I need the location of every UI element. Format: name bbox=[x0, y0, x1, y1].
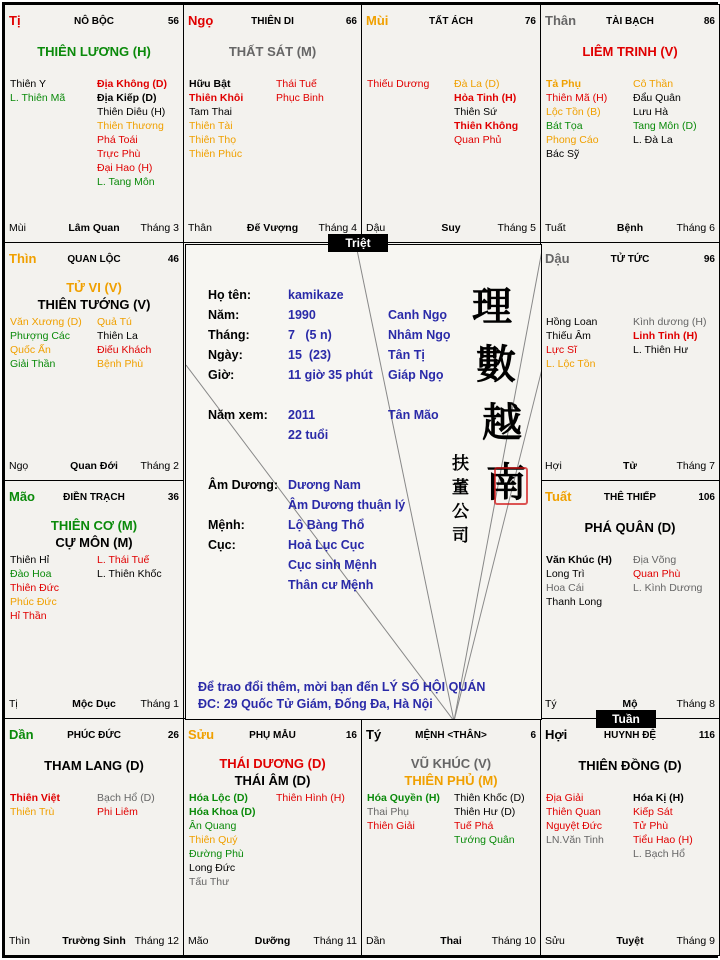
palace-name: THIÊN DI bbox=[251, 16, 294, 27]
minor-star: Hồng Loan bbox=[546, 316, 598, 328]
life-stage: Mộ bbox=[622, 698, 638, 710]
calligraphy-small-char: 扶 bbox=[452, 454, 469, 474]
minor-star: L. Thiên Mã bbox=[10, 92, 66, 104]
palace-dan bbox=[4, 718, 184, 956]
palace-mao bbox=[4, 480, 184, 719]
minor-star: Phục Binh bbox=[276, 92, 324, 104]
main-star: THẤT SÁT (M) bbox=[228, 44, 317, 59]
minor-star: Hữu Bật bbox=[189, 78, 231, 90]
minor-star: Phúc Đức bbox=[10, 596, 57, 608]
palace-ty bbox=[361, 718, 541, 956]
minor-star: Hóa Quyền (H) bbox=[367, 792, 440, 804]
cycle-branch: Dậu bbox=[366, 222, 386, 234]
calligraphy-char: 越 bbox=[482, 399, 522, 446]
minor-star: Thiên Hình (H) bbox=[276, 792, 345, 804]
menh-label: Mệnh: bbox=[208, 518, 245, 532]
minor-star: Hỉ Thần bbox=[10, 610, 47, 622]
minor-star: Phong Cáo bbox=[546, 134, 599, 146]
calligraphy-small-char: 公 bbox=[452, 502, 469, 522]
view-value: 2011 bbox=[288, 408, 316, 422]
minor-star: Thiên Quý bbox=[189, 834, 238, 846]
palace-name: PHÚC ĐỨC bbox=[67, 730, 121, 741]
life-stage: Tuyệt bbox=[616, 935, 644, 947]
main-star: THÁI ÂM (D) bbox=[234, 773, 311, 788]
cycle-branch: Dần bbox=[366, 935, 386, 947]
month-label: Tháng 12 bbox=[134, 935, 179, 947]
palace-number: 66 bbox=[345, 16, 357, 27]
palace-number: 76 bbox=[524, 16, 536, 27]
minor-stars-right bbox=[454, 77, 518, 147]
main-star: THIÊN ĐỒNG (D) bbox=[578, 758, 682, 773]
minor-star: Tiểu Hao (H) bbox=[633, 834, 693, 846]
palace-ngo bbox=[183, 4, 362, 243]
palace-name: PHỤ MẪU bbox=[249, 730, 296, 741]
cycle-branch: Tị bbox=[9, 698, 18, 710]
minor-stars-right bbox=[97, 315, 151, 371]
minor-star: Thiên La bbox=[97, 330, 138, 342]
footer-address: ĐC: 29 Quốc Tử Giám, Đống Đa, Hà Nội bbox=[198, 697, 433, 711]
minor-star: Hóa Kị (H) bbox=[633, 792, 684, 804]
month-label: Tháng 9 bbox=[676, 935, 715, 947]
minor-star: Địa Giải bbox=[546, 792, 584, 804]
minor-stars-right bbox=[276, 791, 345, 805]
day-value: 15 (23) bbox=[288, 348, 332, 362]
minor-stars-left bbox=[546, 315, 597, 371]
minor-star: Bát Tọa bbox=[546, 120, 583, 132]
minor-stars-left bbox=[10, 553, 59, 623]
minor-star: Quan Phủ bbox=[454, 134, 502, 146]
life-stage: Mộc Dục bbox=[72, 698, 116, 710]
branch-label: Tị bbox=[9, 13, 21, 28]
life-stage: Thai bbox=[440, 935, 462, 947]
minor-star: Hóa Lộc (D) bbox=[189, 792, 248, 804]
age-value: 22 tuổi bbox=[288, 428, 329, 442]
main-star: THAM LANG (D) bbox=[44, 758, 144, 773]
cycle-branch: Sửu bbox=[545, 935, 565, 947]
amduong-value: Dương Nam bbox=[288, 478, 361, 492]
month-label: Tháng 3 bbox=[140, 222, 179, 234]
minor-star: Cô Thần bbox=[633, 78, 674, 90]
minor-star: Giải Thần bbox=[10, 358, 56, 370]
branch-label: Tuất bbox=[545, 489, 572, 504]
minor-star: Thiên Diêu (H) bbox=[97, 106, 166, 118]
branch-label: Ngọ bbox=[188, 13, 214, 28]
month-value: 7 (5 n) bbox=[288, 328, 332, 342]
minor-star: L. Thái Tuế bbox=[97, 554, 150, 566]
life-stage: Quan Đới bbox=[70, 460, 118, 472]
minor-star: Địa Kiếp (D) bbox=[97, 92, 157, 104]
name-value: kamikaze bbox=[288, 288, 344, 302]
hour-label: Giờ: bbox=[208, 368, 235, 382]
minor-star: Đẩu Quân bbox=[633, 92, 681, 104]
minor-star: Tử Phù bbox=[633, 820, 669, 832]
cycle-branch: Hợi bbox=[545, 460, 562, 472]
horoscope-board bbox=[2, 2, 718, 958]
minor-star: L. Đà La bbox=[633, 134, 673, 146]
main-star: THIÊN TƯỚNG (V) bbox=[37, 297, 151, 312]
year-label: Năm: bbox=[208, 308, 240, 322]
minor-star: Thiên Mã (H) bbox=[546, 92, 608, 104]
palace-name: THÊ THIẾP bbox=[603, 492, 657, 503]
month-label: Tháng 4 bbox=[318, 222, 357, 234]
minor-star: L. Lộc Tồn bbox=[546, 358, 596, 370]
minor-star: Thiên Hư (D) bbox=[454, 806, 516, 818]
life-stage: Đế Vượng bbox=[246, 222, 299, 234]
minor-star: Thiếu Dương bbox=[367, 78, 430, 90]
minor-stars-left bbox=[546, 553, 612, 609]
palace-number: 56 bbox=[167, 16, 179, 27]
minor-star: Đào Hoa bbox=[10, 568, 52, 580]
minor-star: L. Tang Môn bbox=[97, 176, 155, 188]
minor-star: Quan Phù bbox=[633, 568, 681, 580]
minor-star: Nguyệt Đức bbox=[546, 820, 603, 832]
cuc-label: Cục: bbox=[208, 538, 236, 552]
minor-star: Tả Phụ bbox=[546, 78, 582, 90]
minor-star: Ân Quang bbox=[189, 820, 237, 832]
minor-star: Lực Sĩ bbox=[546, 344, 577, 356]
minor-star: Kiếp Sát bbox=[633, 806, 673, 818]
palace-name: MỆNH <THÂN> bbox=[415, 730, 487, 741]
life-stage: Bệnh bbox=[616, 222, 644, 234]
red-seal-icon bbox=[494, 467, 528, 505]
palace-tuat bbox=[540, 480, 720, 719]
minor-star: Hỏa Tinh (H) bbox=[454, 92, 517, 104]
footer-invite: Để trao đổi thêm, mời bạn đến LÝ SỐ HỘI QUÁN bbox=[198, 680, 486, 694]
month-label: Tháng 5 bbox=[497, 222, 536, 234]
minor-star: L. Thiên Khốc bbox=[97, 568, 162, 580]
minor-star: Thiên Đức bbox=[10, 582, 60, 594]
minor-star: Hóa Khoa (D) bbox=[189, 806, 256, 818]
minor-star: L. Bạch Hổ bbox=[633, 848, 685, 860]
palace-number: 6 bbox=[530, 730, 536, 741]
main-star: THIÊN CƠ (M) bbox=[50, 518, 138, 533]
minor-star: Thiên Tài bbox=[189, 120, 233, 132]
palace-hoi bbox=[540, 718, 720, 956]
month-label: Tháng 8 bbox=[676, 698, 715, 710]
minor-star: Long Trì bbox=[546, 568, 585, 580]
minor-star: Thiên Y bbox=[10, 78, 46, 90]
minor-stars-left bbox=[189, 77, 243, 161]
minor-star: Thiên Hỉ bbox=[10, 554, 50, 566]
calligraphy-small-char: 司 bbox=[452, 526, 469, 546]
year-value: 1990 bbox=[288, 308, 316, 322]
minor-star: Văn Xương (D) bbox=[10, 316, 82, 328]
day-canchi: Tân Tị bbox=[388, 348, 425, 362]
palace-name: QUAN LỘC bbox=[67, 254, 121, 265]
amduong-note: Âm Dương thuận lý bbox=[288, 498, 406, 512]
palace-name: TỬ TỨC bbox=[610, 254, 650, 265]
cycle-branch: Mão bbox=[188, 935, 209, 947]
minor-stars-left bbox=[367, 77, 429, 91]
branch-label: Mùi bbox=[366, 13, 389, 28]
minor-stars-right bbox=[633, 791, 693, 861]
cycle-branch: Ngọ bbox=[9, 460, 29, 472]
view-label: Năm xem: bbox=[208, 408, 268, 422]
minor-star: Thiên Quan bbox=[546, 806, 601, 818]
month-label: Tháng 7 bbox=[676, 460, 715, 472]
minor-star: Linh Tinh (H) bbox=[633, 330, 698, 342]
cuc-note2: Thân cư Mệnh bbox=[288, 578, 374, 592]
palace-name: HUYNH ĐỆ bbox=[603, 730, 657, 741]
minor-star: Thiên Giải bbox=[367, 820, 415, 832]
minor-star: Thiên Không bbox=[454, 120, 519, 132]
main-star: THÁI DƯƠNG (D) bbox=[219, 756, 326, 771]
palace-name: ĐIỀN TRẠCH bbox=[63, 492, 125, 503]
life-stage: Tử bbox=[622, 460, 638, 472]
minor-stars-left bbox=[367, 791, 440, 833]
palace-suu bbox=[183, 718, 362, 956]
month-canchi: Nhâm Ngọ bbox=[388, 328, 451, 342]
main-star: THIÊN PHỦ (M) bbox=[404, 773, 498, 788]
minor-star: Thiên Khốc (D) bbox=[454, 792, 525, 804]
calligraphy-small-char: 董 bbox=[452, 478, 469, 498]
menh-value: Lộ Bàng Thổ bbox=[288, 518, 365, 532]
minor-star: Thanh Long bbox=[546, 596, 603, 608]
minor-star: Lưu Hà bbox=[633, 106, 669, 118]
minor-star: Long Đức bbox=[189, 862, 236, 874]
minor-star: Thiên Thọ bbox=[189, 134, 237, 146]
minor-stars-right bbox=[454, 791, 525, 847]
triet-marker: Triệt bbox=[328, 234, 388, 252]
minor-stars-left bbox=[546, 77, 607, 161]
minor-star: Phượng Các bbox=[10, 330, 71, 342]
center-info-panel bbox=[185, 244, 542, 720]
hour-value: 11 giờ 35 phút bbox=[288, 368, 373, 382]
minor-star: Đường Phù bbox=[189, 848, 244, 860]
main-star: CỰ MÔN (M) bbox=[55, 535, 133, 550]
minor-star: Tuế Phá bbox=[454, 820, 494, 832]
cycle-branch: Thìn bbox=[9, 935, 31, 947]
palace-number: 116 bbox=[698, 730, 715, 741]
branch-label: Mão bbox=[9, 489, 35, 504]
palace-mui bbox=[361, 4, 541, 243]
minor-star: LN.Văn Tinh bbox=[546, 834, 604, 846]
minor-star: Bạch Hổ (D) bbox=[97, 792, 155, 804]
minor-star: Văn Khúc (H) bbox=[546, 554, 612, 566]
main-star: TỬ VI (V) bbox=[66, 280, 122, 295]
minor-stars-right bbox=[633, 315, 706, 357]
minor-stars-right bbox=[633, 77, 697, 147]
minor-stars-left bbox=[10, 791, 60, 819]
life-stage: Lâm Quan bbox=[68, 222, 120, 234]
minor-stars-right bbox=[97, 77, 167, 189]
palace-thin bbox=[4, 242, 184, 481]
minor-star: Kình dương (H) bbox=[633, 316, 707, 328]
minor-star: Lộc Tồn (B) bbox=[546, 106, 601, 118]
palace-number: 46 bbox=[167, 254, 179, 265]
cycle-branch: Thân bbox=[188, 222, 212, 234]
palace-number: 26 bbox=[167, 730, 179, 741]
month-label: Tháng 2 bbox=[140, 460, 179, 472]
minor-star: Điếu Khách bbox=[97, 344, 152, 356]
month-label: Tháng 11 bbox=[313, 935, 357, 947]
palace-name: TÀI BẠCH bbox=[606, 16, 654, 27]
tuan-marker: Tuần bbox=[596, 710, 656, 728]
view-canchi: Tân Mão bbox=[388, 408, 439, 422]
branch-label: Tý bbox=[366, 727, 382, 742]
minor-star: Bệnh Phù bbox=[97, 358, 144, 370]
main-star: PHÁ QUÂN (D) bbox=[584, 520, 676, 535]
minor-star: Quả Tú bbox=[97, 316, 132, 328]
cuc-value: Hoả Lục Cục bbox=[288, 538, 365, 552]
palace-than bbox=[540, 4, 720, 243]
amduong-label: Âm Dương: bbox=[208, 478, 279, 492]
branch-label: Sửu bbox=[188, 727, 215, 742]
calligraphy-char: 南 bbox=[486, 459, 526, 506]
minor-star: L. Kình Dương bbox=[633, 582, 703, 594]
cuc-note1: Cục sinh Mệnh bbox=[288, 558, 377, 572]
minor-stars-right bbox=[276, 77, 324, 105]
branch-label: Thìn bbox=[9, 251, 37, 266]
branch-label: Hợi bbox=[545, 727, 568, 742]
cycle-branch: Mùi bbox=[9, 222, 26, 234]
minor-star: Thiên Thương bbox=[97, 120, 164, 132]
cycle-branch: Tý bbox=[545, 698, 557, 710]
minor-star: Thiếu Âm bbox=[546, 330, 591, 342]
month-label: Tháng 10 bbox=[491, 935, 536, 947]
minor-star: Tam Thai bbox=[189, 106, 232, 118]
minor-star: L. Thiên Hư bbox=[633, 344, 689, 356]
minor-stars-left bbox=[189, 791, 256, 889]
minor-stars-left bbox=[546, 791, 604, 847]
name-label: Họ tên: bbox=[208, 288, 252, 302]
minor-star: Tang Môn (D) bbox=[633, 120, 697, 132]
branch-label: Dần bbox=[9, 727, 34, 742]
minor-star: Phá Toái bbox=[97, 134, 138, 146]
minor-star: Thai Phụ bbox=[367, 806, 410, 818]
month-label: Tháng: bbox=[208, 328, 250, 342]
life-stage: Dưỡng bbox=[254, 935, 291, 947]
minor-star: Tấu Thư bbox=[189, 876, 230, 888]
minor-star: Phi Liêm bbox=[97, 806, 138, 818]
palace-number: 16 bbox=[345, 730, 357, 741]
main-star: THIÊN LƯƠNG (H) bbox=[37, 44, 151, 59]
minor-star: Thiên Khôi bbox=[189, 92, 244, 104]
palace-name: TẤT ÁCH bbox=[429, 16, 473, 27]
minor-star: Thiên Việt bbox=[10, 792, 60, 804]
life-stage: Trường Sinh bbox=[62, 935, 126, 947]
palace-number: 96 bbox=[703, 254, 715, 265]
main-star: LIÊM TRINH (V) bbox=[582, 44, 678, 59]
calligraphy-char: 理 bbox=[472, 283, 512, 330]
minor-star: Thiên Trù bbox=[10, 806, 55, 818]
month-label: Tháng 6 bbox=[676, 222, 715, 234]
palace-number: 36 bbox=[167, 492, 179, 503]
minor-stars-left bbox=[10, 315, 82, 371]
palace-ti bbox=[4, 4, 184, 243]
calligraphy-char: 數 bbox=[476, 341, 516, 388]
minor-star: Hoa Cái bbox=[546, 582, 584, 594]
palace-dau bbox=[540, 242, 720, 481]
minor-stars-right bbox=[97, 553, 162, 581]
minor-star: Thái Tuế bbox=[276, 78, 317, 90]
month-label: Tháng 1 bbox=[140, 698, 179, 710]
minor-star: Thiên Sứ bbox=[454, 106, 498, 118]
minor-stars-left bbox=[10, 77, 65, 105]
life-stage: Suy bbox=[441, 222, 461, 234]
minor-star: Đà La (D) bbox=[454, 78, 500, 90]
minor-star: Địa Võng bbox=[633, 554, 677, 566]
day-label: Ngày: bbox=[208, 348, 243, 362]
palace-number: 86 bbox=[703, 16, 715, 27]
minor-stars-right bbox=[97, 791, 155, 819]
minor-star: Địa Không (D) bbox=[97, 78, 167, 90]
main-star: VŨ KHÚC (V) bbox=[410, 756, 492, 771]
branch-label: Dậu bbox=[545, 251, 570, 266]
hour-canchi: Giáp Ngọ bbox=[388, 368, 444, 382]
minor-star: Trực Phù bbox=[97, 148, 141, 160]
minor-star: Thiên Phúc bbox=[189, 148, 243, 160]
minor-star: Bác Sỹ bbox=[546, 148, 580, 160]
minor-stars-right bbox=[633, 553, 702, 595]
year-canchi: Canh Ngọ bbox=[388, 308, 448, 322]
cycle-branch: Tuất bbox=[545, 222, 566, 234]
palace-number: 106 bbox=[698, 492, 715, 503]
minor-star: Quốc Ấn bbox=[10, 344, 51, 356]
branch-label: Thân bbox=[545, 13, 577, 28]
palace-name: NÔ BỘC bbox=[74, 16, 114, 27]
minor-star: Đại Hao (H) bbox=[97, 162, 153, 174]
minor-star: Tướng Quân bbox=[454, 834, 515, 846]
